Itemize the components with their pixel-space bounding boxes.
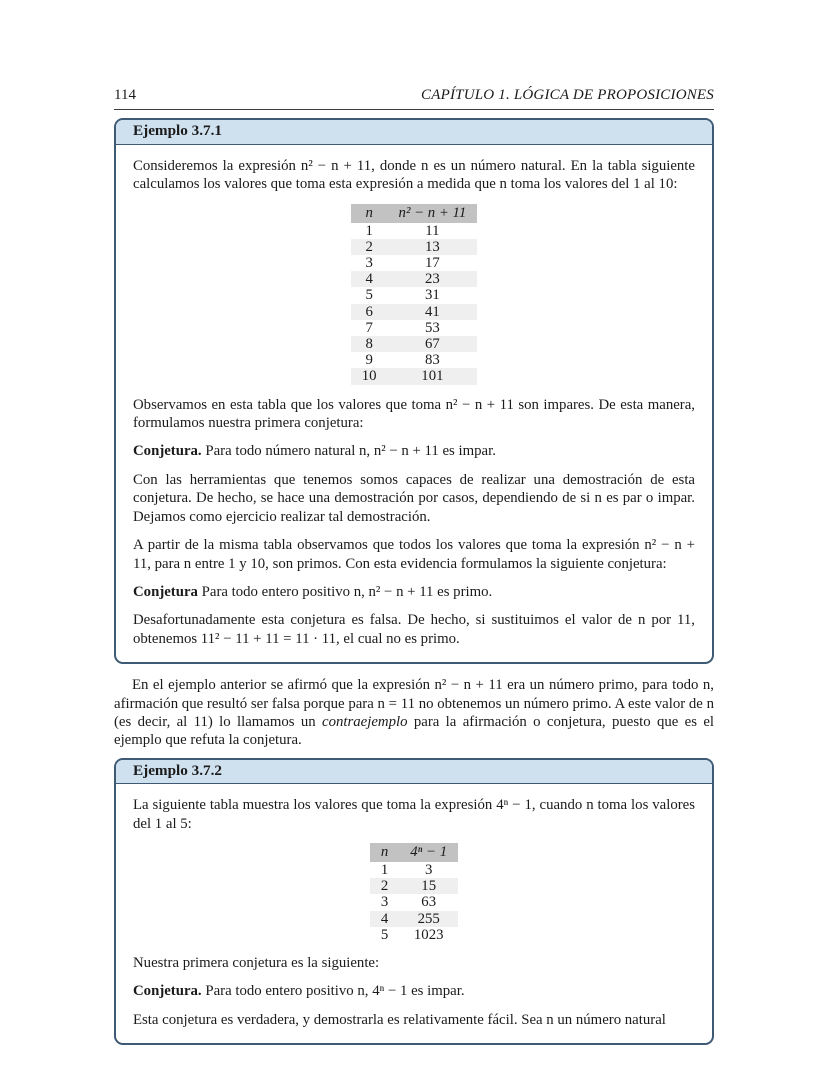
table-cell: 67	[425, 336, 440, 353]
table-cell: 10	[361, 368, 377, 385]
interlude-text-1: En el ejemplo anterior se afirmó que la expresión n² − n + 11 era un número primo, para todo n, afirmación que resultó ser falsa porque para n = 11 no obtenemos un número primo. A este valor de n (es decir, al 11) lo llamamos un	[114, 677, 714, 730]
table-row	[351, 271, 478, 287]
chapter-title: CAPÍTULO 1. LÓGICA DE PROPOSICIONES	[421, 87, 714, 103]
table-cell: 1	[380, 861, 389, 878]
table-header-row	[370, 843, 458, 862]
example-box-3-7-2	[114, 758, 714, 1045]
page-number: 114	[114, 87, 136, 103]
table-cell: 9	[365, 352, 373, 369]
interlude-emphasis: contraejemplo	[322, 713, 408, 730]
paragraph-intro: Consideremos la expresión n² − n + 11, donde n es un número natural. En la tabla siguiente calculamos los valores que toma esta expresión a medida que n toma los valores del 1 al 10:	[133, 157, 695, 193]
interlude-text-2: para la afirmación o conjetura, puesto que es el ejemplo que refuta la conjetura.	[114, 713, 714, 749]
table-cell: 1023	[413, 926, 444, 943]
values-table-n2-n-11	[351, 204, 478, 385]
table-row	[351, 368, 478, 384]
table-cell: 4	[365, 271, 373, 288]
table-row	[351, 239, 478, 255]
table-header-cell: n	[370, 843, 399, 862]
table-cell: 3	[380, 894, 389, 911]
table-row	[351, 304, 478, 320]
table-cell: 2	[380, 878, 389, 895]
table-cell: 2	[365, 238, 373, 255]
table-cell: 11	[425, 222, 440, 239]
table-cell: 41	[425, 303, 440, 320]
conjecture-text: Para todo número natural n, n² − n + 11 es impar.	[205, 443, 496, 460]
page-header	[114, 86, 714, 110]
example-3-7-1-title: Ejemplo 3.7.1	[116, 120, 712, 144]
table-body	[351, 223, 478, 385]
example-box-3-7-1	[114, 118, 714, 664]
table-cell: 53	[425, 319, 440, 336]
table-row	[370, 927, 458, 943]
table-cell: 1	[365, 222, 373, 239]
paragraph-first-conjecture: Nuestra primera conjetura es la siguiente:	[133, 954, 380, 971]
conjecture	[133, 982, 695, 1000]
table-cell: 6	[365, 303, 373, 320]
example-3-7-1-body	[116, 145, 712, 662]
paragraph-intro: La siguiente tabla muestra los valores que toma la expresión 4ⁿ − 1, cuando n toma los valores del 1 al 5:	[133, 797, 695, 832]
paragraph-false-conjecture: Desafortunadamente esta conjetura es falsa. De hecho, si sustituimos el valor de n por 11, obtenemos 11² − 11 + 11 = 11 · 11, el cual no es primo.	[133, 612, 695, 647]
table-row	[370, 878, 458, 894]
paragraph-primes: A partir de la misma tabla observamos que todos los valores que toma la expresión n² − n + 11, para n entre 1 y 10, son primos. Con esta evidencia formulamos la siguiente conjetura:	[133, 537, 695, 572]
table-cell: 4	[380, 910, 389, 927]
table-cell: 15	[421, 878, 437, 895]
table-cell: 7	[365, 319, 373, 336]
table-cell: 101	[421, 368, 444, 385]
example-3-7-2-title: Ejemplo 3.7.2	[116, 760, 712, 784]
paragraph-tools: Con las herramientas que tenemos somos capaces de realizar una demostración de esta conjetura. De hecho, se hace una demostración por casos, dependiendo de si n es par o impar. Dejamos como ejercicio realizar tal demostración.	[133, 471, 695, 525]
conjecture-label: Conjetura.	[133, 443, 202, 460]
table-row	[351, 223, 478, 239]
table-header-cell: 4ⁿ − 1	[399, 843, 458, 862]
table-cell: 5	[365, 287, 373, 304]
table-header-cell: n	[351, 204, 388, 223]
table-row	[351, 255, 478, 271]
table-row	[351, 320, 478, 336]
paragraph-true-conjecture: Esta conjetura es verdadera, y demostrarla es relativamente fácil. Sea n un número natural	[133, 1011, 666, 1028]
conjecture-2	[133, 583, 695, 601]
conjecture-label: Conjetura	[133, 583, 198, 600]
table-cell: 13	[425, 238, 440, 255]
example-3-7-2-body	[116, 784, 712, 1043]
table-cell: 8	[365, 336, 373, 353]
table-cell: 17	[425, 255, 440, 272]
table-cell: 5	[380, 926, 389, 943]
table-row	[370, 862, 458, 878]
table-cell: 255	[417, 910, 440, 927]
table-row	[370, 911, 458, 927]
conjecture-label: Conjetura.	[133, 983, 202, 1000]
table-row	[351, 287, 478, 303]
paragraph-observation: Observamos en esta tabla que los valores que toma n² − n + 11 son impares. De esta manera, formulamos nuestra primera conjetura:	[133, 396, 695, 432]
values-table-4n-1	[370, 843, 458, 943]
table-body	[370, 862, 458, 943]
table-cell: 23	[425, 271, 440, 288]
table-cell: 83	[425, 352, 440, 369]
conjecture-text: Para todo entero positivo n, n² − n + 11 es primo.	[201, 583, 493, 600]
table-header-row	[351, 204, 478, 223]
table-cell: 31	[425, 287, 440, 304]
table-row	[351, 336, 478, 352]
table-cell: 3	[365, 255, 373, 272]
conjecture-text: Para todo entero positivo n, 4ⁿ − 1 es impar.	[205, 983, 465, 1000]
table-row	[370, 894, 458, 910]
conjecture-1	[133, 442, 695, 460]
paragraph-counterexample	[114, 676, 714, 750]
table-row	[351, 352, 478, 368]
table-cell: 3	[425, 861, 433, 878]
table-header-cell: n² − n + 11	[388, 204, 478, 223]
table-cell: 63	[421, 894, 437, 911]
